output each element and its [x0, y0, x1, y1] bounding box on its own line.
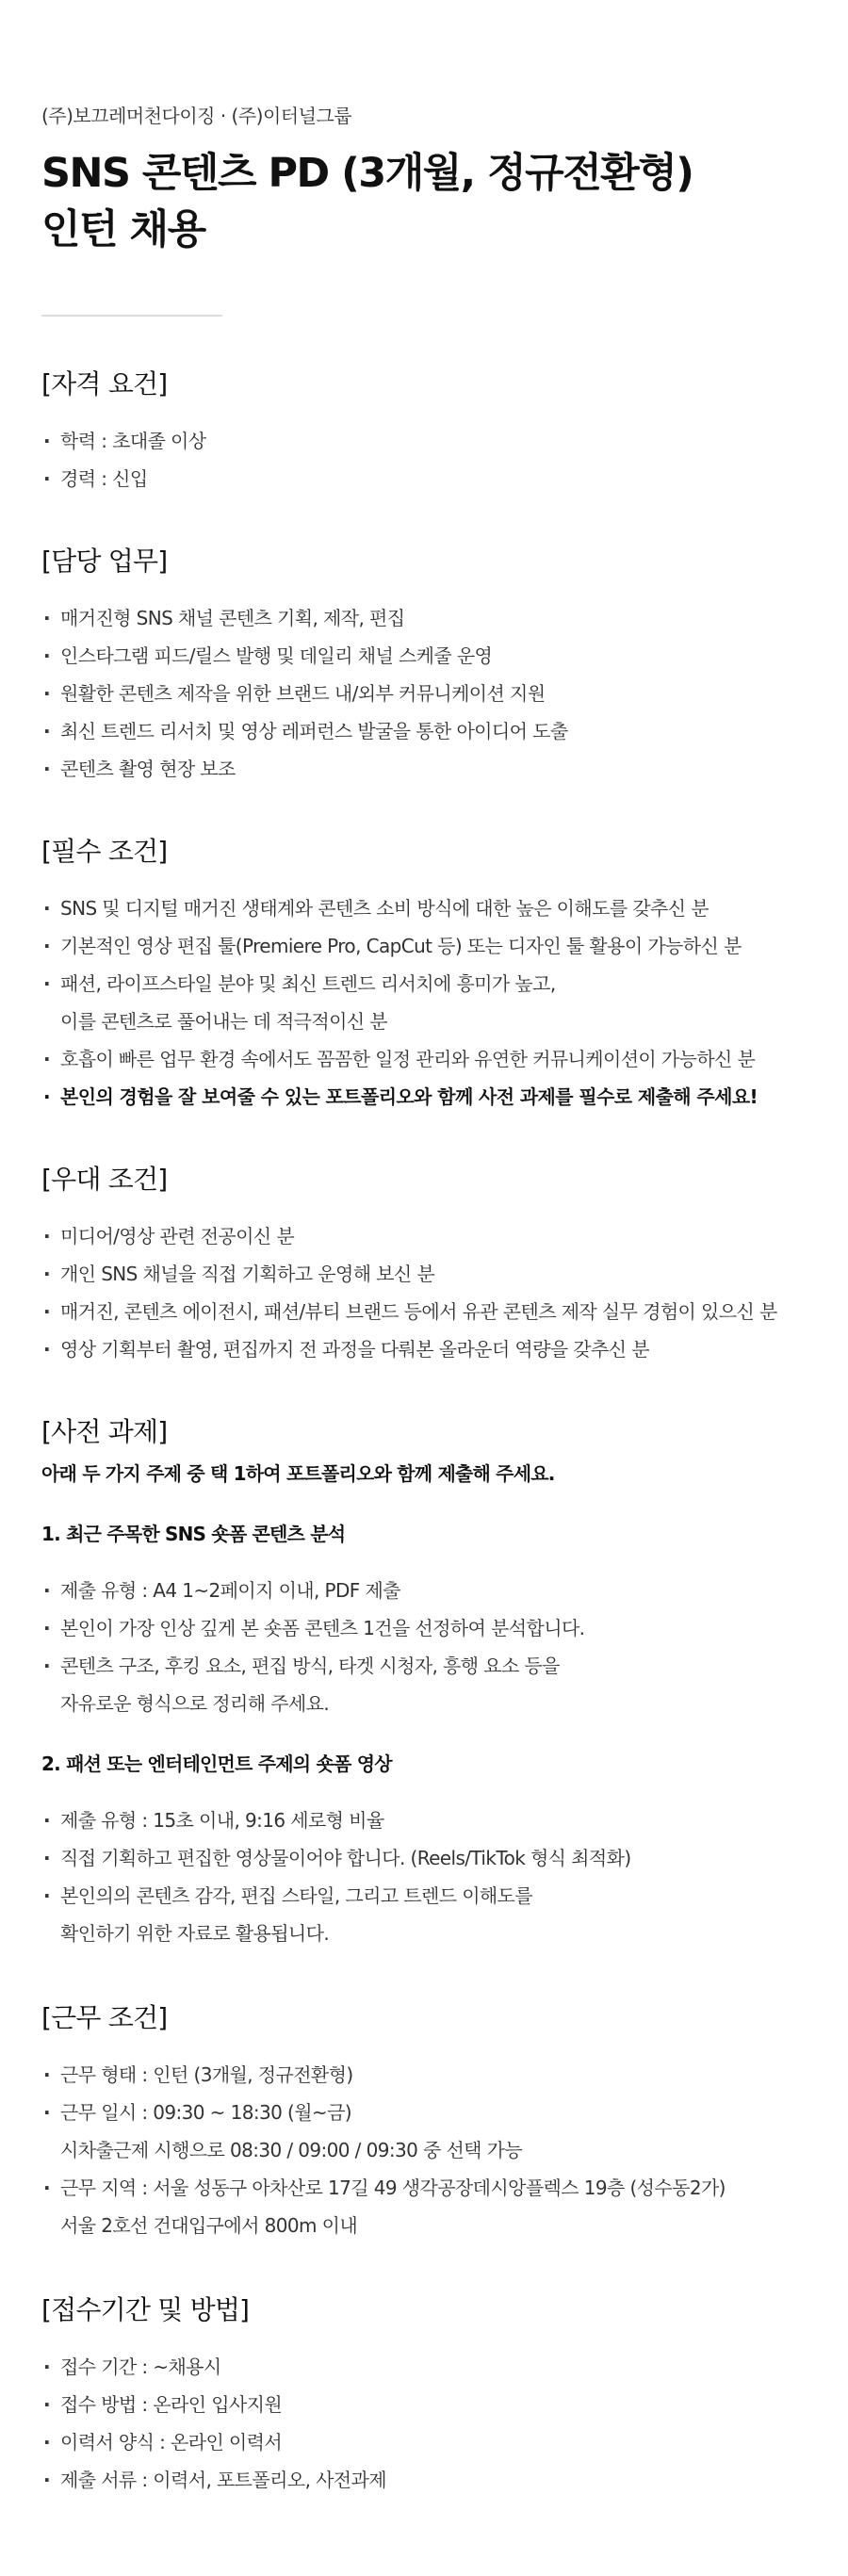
- list-item: · 원활한 콘텐츠 제작을 위한 브랜드 내/외부 커뮤니케이션 지원: [41, 675, 807, 712]
- list-item: · 제출 유형 : A4 1~2페이지 이내, PDF 제출: [41, 1572, 807, 1609]
- assignment-topic2-heading: 2. 패션 또는 엔터테인먼트 주제의 숏폼 영상: [41, 1753, 392, 1775]
- duties-title: [담당 업무]: [41, 546, 168, 577]
- list-item: · 기본적인 영상 편집 툴(Premiere Pro, CapCut 등) 또는 디자인 툴 활용이 가능하신 분: [41, 927, 807, 965]
- list-item: · 개인 SNS 채널을 직접 기획하고 운영해 보신 분: [41, 1255, 807, 1293]
- qualifications-title: [자격 요건]: [41, 368, 168, 399]
- preferred-list: [41, 1217, 807, 1368]
- list-item-line: 서울 2호선 건대입구에서 800m 이내: [60, 2214, 358, 2237]
- list-item: · 미디어/영상 관련 전공이신 분: [41, 1217, 807, 1255]
- list-item: · 이력서 양식 : 온라인 이력서: [41, 2423, 807, 2461]
- list-item: [41, 1647, 807, 1722]
- list-item: · 콘텐츠 촬영 현장 보조: [41, 750, 807, 788]
- list-item: · 경력 : 신입: [41, 460, 807, 497]
- list-item: [41, 2094, 807, 2169]
- list-item: · 매거진, 콘텐츠 에이전시, 패션/뷰티 브랜드 등에서 유관 콘텐츠 제작 실무 경험이 있으신 분: [41, 1293, 807, 1330]
- requirements-section: [41, 833, 807, 1116]
- list-item-line: · 본인의의 콘텐츠 감각, 편집 스타일, 그리고 트렌드 이해도를: [60, 1884, 533, 1907]
- list-item: [41, 2169, 807, 2244]
- page-title-line1: SNS 콘텐츠 PD (3개월, 정규전환형): [41, 150, 693, 197]
- list-item-line: 자유로운 형식으로 정리해 주세요.: [60, 1692, 330, 1715]
- list-item-line: · 콘텐츠 구조, 후킹 요소, 편집 방식, 타겟 시청자, 흥행 요소 등을: [60, 1655, 560, 1677]
- assignment-topic2-list: [41, 1802, 807, 1952]
- preferred-section: [41, 1161, 807, 1368]
- list-item: · 제출 유형 : 15초 이내, 9:16 세로형 비율: [41, 1802, 807, 1839]
- list-item: · 직접 기획하고 편집한 영상물이어야 합니다. (Reels/TikTok 형식 최적화): [41, 1839, 807, 1877]
- list-item: · 본인이 가장 인상 깊게 본 숏폼 콘텐츠 1건을 선정하여 분석합니다.: [41, 1609, 807, 1647]
- company-name: (주)보끄레머천다이징 · (주)이터널그룹: [41, 105, 352, 127]
- duties-list: [41, 599, 807, 788]
- application-section: [41, 2291, 807, 2499]
- conditions-list: [41, 2056, 807, 2244]
- preferred-title: [우대 조건]: [41, 1164, 168, 1195]
- page-title: [41, 145, 807, 258]
- application-list: [41, 2348, 807, 2499]
- list-item-line: 확인하기 위한 자료로 활용됩니다.: [60, 1922, 330, 1945]
- list-item: · 학력 : 초대졸 이상: [41, 422, 807, 460]
- list-item: · 제출 서류 : 이력서, 포트폴리오, 사전과제: [41, 2461, 807, 2499]
- qualifications-list: [41, 422, 807, 497]
- duties-section: [41, 543, 807, 788]
- requirements-list: [41, 889, 807, 1116]
- conditions-section: [41, 1999, 807, 2244]
- portfolio-notice: · 본인의 경험을 잘 보여줄 수 있는 포트폴리오와 함께 사전 과제를 필수로 제출해 주세요!: [41, 1078, 807, 1116]
- list-item: · 접수 방법 : 온라인 입사지원: [41, 2386, 807, 2423]
- list-item-line: · 근무 일시 : 09:30 ~ 18:30 (월~금): [60, 2101, 351, 2124]
- assignment-section: [41, 1413, 807, 1952]
- assignment-topic1-list: [41, 1572, 807, 1722]
- page-title-line2: 인턴 채용: [41, 206, 205, 253]
- list-item: · 접수 기간 : ~채용시: [41, 2348, 807, 2386]
- qualifications-section: [41, 366, 807, 497]
- conditions-title: [근무 조건]: [41, 2002, 168, 2033]
- list-item: · 호흡이 빠른 업무 환경 속에서도 꼼꼼한 일정 관리와 유연한 커뮤니케이션이 가능하신 분: [41, 1040, 807, 1078]
- assignment-intro: 아래 두 가지 주제 중 택 1하여 포트폴리오와 함께 제출해 주세요.: [41, 1462, 555, 1485]
- list-item: · 매거진형 SNS 채널 콘텐츠 기획, 제작, 편집: [41, 599, 807, 637]
- list-item: · 영상 기획부터 촬영, 편집까지 전 과정을 다뤄본 올라운더 역량을 갖추신 분: [41, 1330, 807, 1368]
- application-title: [접수기간 및 방법]: [41, 2294, 250, 2325]
- list-item-line: · 근무 지역 : 서울 성동구 아차산로 17길 49 생각공장데시앙플렉스 19층 (성수동2가): [60, 2177, 726, 2199]
- list-item-line: 시차출근제 시행으로 08:30 / 09:00 / 09:30 중 선택 가능: [60, 2139, 523, 2161]
- list-item: · SNS 및 디지털 매거진 생태계와 콘텐츠 소비 방식에 대한 높은 이해도를 갖추신 분: [41, 889, 807, 927]
- requirements-title: [필수 조건]: [41, 836, 168, 867]
- list-item-line: · 패션, 라이프스타일 분야 및 최신 트렌드 리서치에 흥미가 높고,: [60, 972, 556, 995]
- list-item: · 최신 트렌드 리서치 및 영상 레퍼런스 발굴을 통한 아이디어 도출: [41, 712, 807, 750]
- list-item: [41, 1877, 807, 1952]
- list-item-line: 이를 콘텐츠로 풀어내는 데 적극적이신 분: [60, 1010, 388, 1033]
- assignment-topic1-heading: 1. 최근 주목한 SNS 숏폼 콘텐츠 분석: [41, 1523, 346, 1545]
- assignment-title: [사전 과제]: [41, 1416, 168, 1447]
- title-divider: [41, 315, 222, 317]
- list-item: · 인스타그램 피드/릴스 발행 및 데일리 채널 스케줄 운영: [41, 637, 807, 675]
- list-item: [41, 965, 807, 1040]
- list-item: · 근무 형태 : 인턴 (3개월, 정규전환형): [41, 2056, 807, 2094]
